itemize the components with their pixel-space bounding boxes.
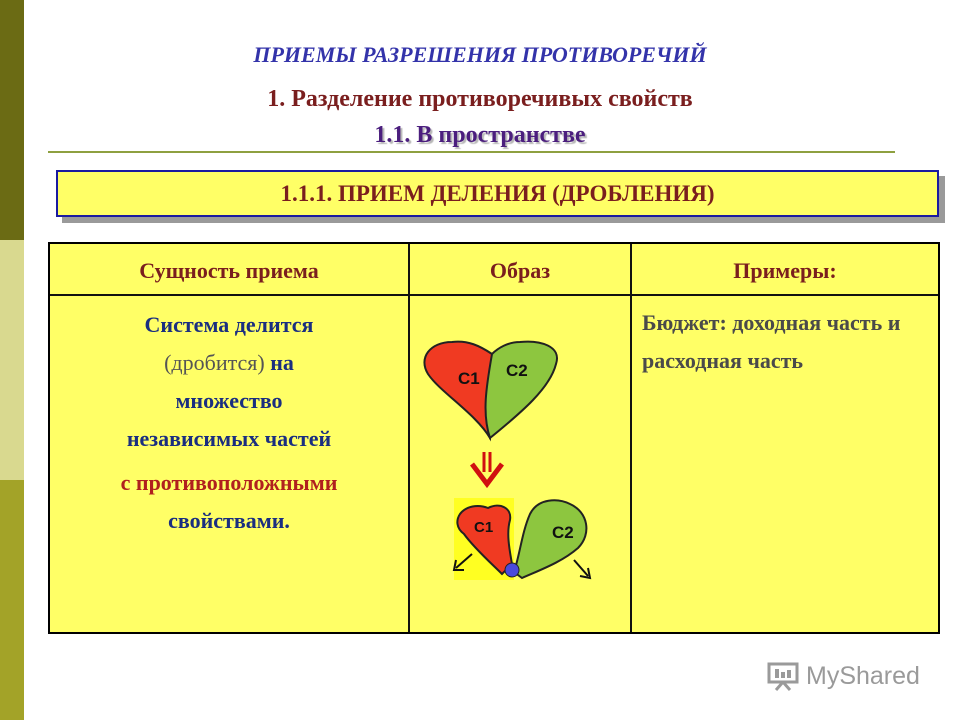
- essence-part: свойствами.: [168, 508, 290, 533]
- header-essence: Сущность приема: [139, 258, 319, 283]
- header-image: Образ: [489, 258, 551, 283]
- top-c1-piece: [424, 342, 492, 438]
- bottom-c2-piece: [514, 500, 586, 578]
- table-divider-1: [408, 244, 410, 632]
- header-examples: Примеры:: [733, 258, 837, 283]
- slide-subtitle: 1. Разделение противоречивых свойств: [267, 86, 693, 112]
- essence-part: независимых частей: [126, 426, 332, 451]
- essence-part: множество: [175, 388, 283, 413]
- sidebar-block-light: [0, 240, 24, 480]
- bottom-c1-label: С1: [474, 519, 494, 536]
- top-c2-piece: [486, 342, 557, 438]
- top-c1-label: С1: [458, 369, 480, 388]
- heart-split-svg: [412, 302, 622, 612]
- watermark-logo: [766, 656, 936, 696]
- presentation-icon: [766, 660, 800, 692]
- watermark-text: MyShared: [806, 661, 920, 690]
- table-divider-2: [630, 244, 632, 632]
- down-arrow-icon: [472, 452, 502, 484]
- arrow-right-icon: [574, 560, 590, 578]
- bottom-c2-label: С2: [552, 523, 574, 542]
- sidebar-block-dark: [0, 0, 24, 240]
- division-illustration: [412, 302, 622, 612]
- essence-part: Система делится: [144, 312, 314, 337]
- slide-subsection: 1.1. В пространстве: [374, 122, 586, 148]
- examples-text: Бюджет: доходная часть и расходная часть: [642, 310, 901, 373]
- top-c2-label: С2: [506, 361, 528, 380]
- table-header-divider: [50, 294, 938, 296]
- essence-part: на: [270, 350, 294, 375]
- essence-part: (дробится): [164, 350, 265, 375]
- title-divider: [48, 151, 895, 153]
- slide-title: ПРИЕМЫ РАЗРЕШЕНИЯ ПРОТИВОРЕЧИЙ: [253, 42, 707, 67]
- method-table: [48, 242, 940, 634]
- sidebar-block-olive: [0, 480, 24, 720]
- method-banner: 1.1.1. ПРИЕМ ДЕЛЕНИЯ (ДРОБЛЕНИЯ): [56, 170, 939, 217]
- joint-dot: [505, 563, 519, 577]
- essence-part: с противоположными: [120, 470, 338, 495]
- essence-text: [64, 306, 394, 540]
